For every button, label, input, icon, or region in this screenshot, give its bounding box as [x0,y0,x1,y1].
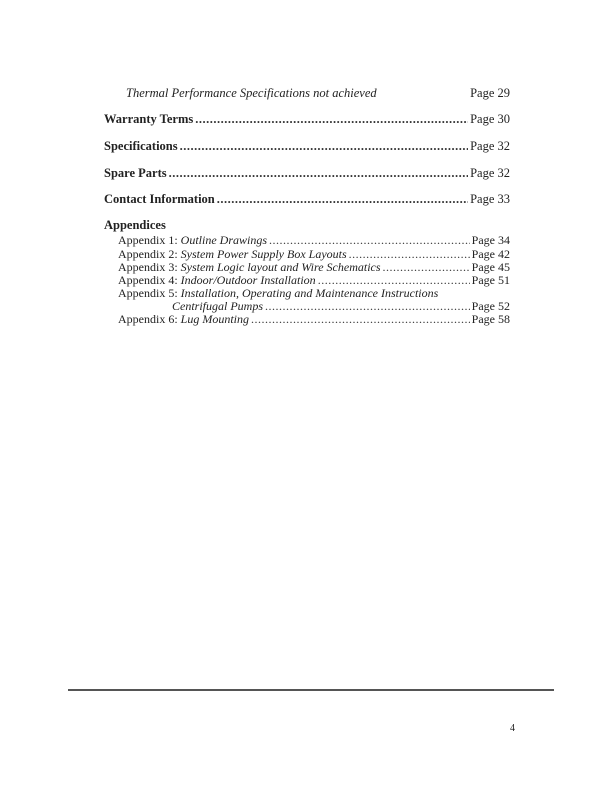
appendix-title: Lug Mounting [180,312,250,326]
toc-section-title: Warranty Terms [104,112,194,126]
toc-section-page: Page 30 [470,112,510,126]
toc-section-specifications [104,139,510,154]
appendix-title: System Logic layout and Wire Schematics [180,260,381,274]
footer-rule [68,689,554,691]
toc-top-entry [126,86,510,101]
toc-entry-title: Thermal Performance Specifications not achieved [126,86,377,100]
toc-appendix-1 [118,233,510,248]
dot-leader [195,112,468,127]
appendix-title: Outline Drawings [180,233,268,247]
toc-section-page: Page 32 [470,166,510,180]
appendices-heading: Appendices [104,218,166,232]
toc-entry-page: Page 29 [470,86,510,100]
appendix-page: Page 52 [471,299,510,313]
toc-section-title: Contact Information [104,192,215,206]
appendix-page: Page 34 [471,233,510,247]
appendix-label: Appendix 4: [118,273,178,287]
appendix-label: Appendix 6: [118,312,178,326]
dot-leader [180,139,468,154]
toc-section-spare-parts [104,166,510,181]
dot-leader [217,192,468,207]
appendix-label: Appendix 3: [118,260,178,274]
toc-section-title: Spare Parts [104,166,167,180]
toc-section-page: Page 33 [470,192,510,206]
appendix-page: Page 51 [471,273,510,287]
toc-section-contact-information [104,192,510,207]
toc-section-page: Page 32 [470,139,510,153]
dot-leader [251,312,470,327]
appendix-page: Page 45 [471,260,510,274]
appendix-label: Appendix 5: [118,286,178,300]
page-number: 4 [510,723,515,734]
toc-section-warranty-terms [104,112,510,127]
appendix-label: Appendix 1: [118,233,178,247]
toc-appendix-6 [118,312,510,327]
dot-leader [169,166,468,181]
appendix-label: Appendix 2: [118,247,178,261]
toc-section-title: Specifications [104,139,178,153]
dot-leader [269,233,470,248]
appendix-title: Installation, Operating and Maintenance Instructions [180,286,439,300]
appendix-title-line2: Centrifugal Pumps [172,299,264,313]
appendix-title: Indoor/Outdoor Installation [180,273,316,287]
appendix-page: Page 42 [471,247,510,261]
appendix-title: System Power Supply Box Layouts [180,247,347,261]
appendix-page: Page 58 [471,312,510,326]
